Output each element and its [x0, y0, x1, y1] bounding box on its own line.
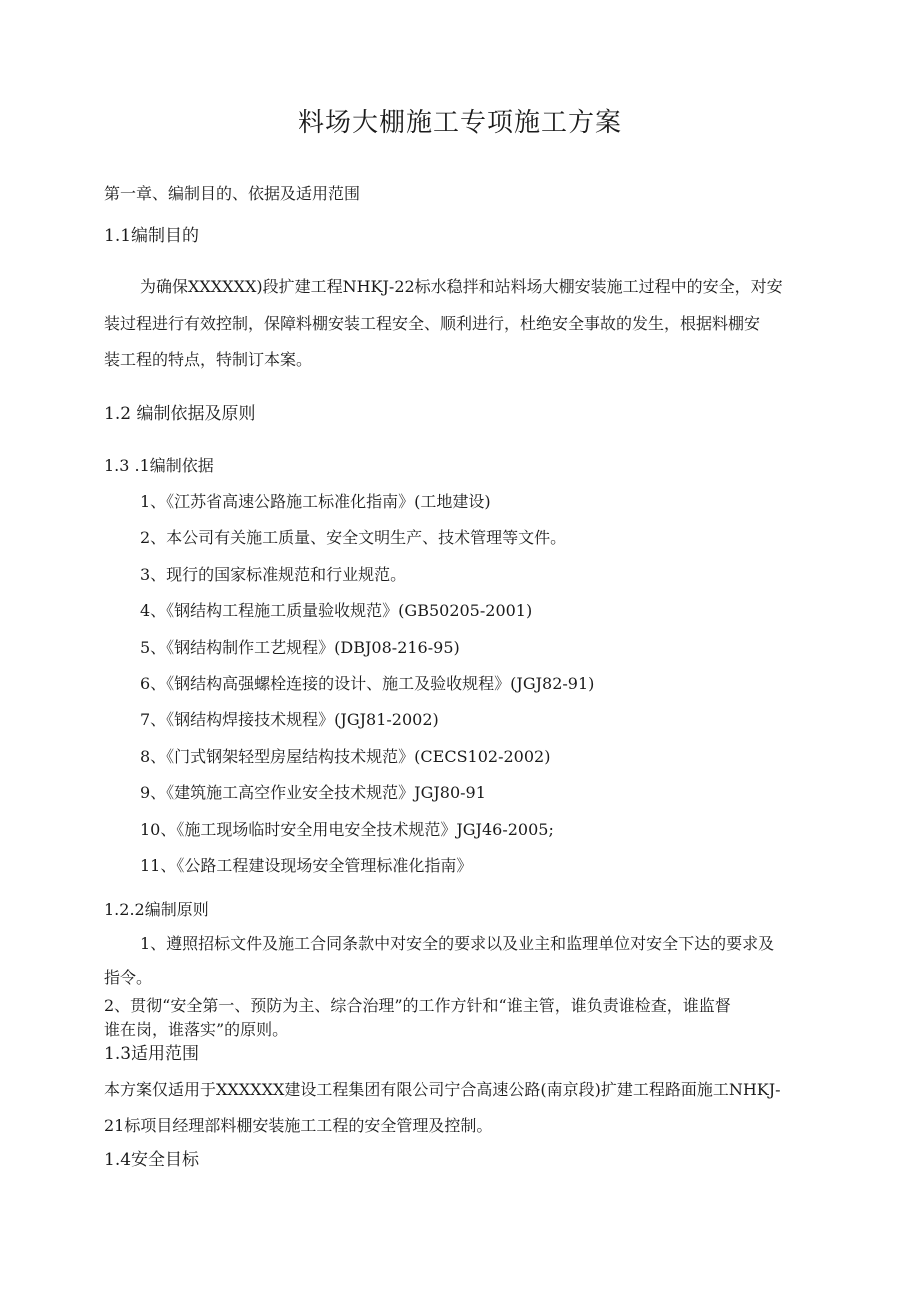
basis-item-5: 5、《钢结构制作工艺规程》(DBJ08-216-95) — [140, 638, 460, 657]
purpose-paragraph-line-3: 装工程的特点，特制订本案。 — [104, 350, 313, 369]
scope-line-2: 21标项目经理部料棚安装施工工程的安全管理及控制。 — [104, 1116, 493, 1135]
basis-item-6: 6、《钢结构高强螺栓连接的设计、施工及验收规程》(JGJ82-91) — [140, 674, 595, 693]
purpose-paragraph-line-2: 装过程进行有效控制，保障料棚安装工程安全、顺利进行，杜绝安全事故的发生，根据料棚安 — [104, 314, 761, 333]
document-title: 料场大棚施工专项施工方案 — [297, 108, 622, 138]
basis-item-1: 1、《江苏省高速公路施工标准化指南》(工地建设) — [140, 492, 491, 511]
section-heading-1-2: 1.2 编制依据及原则 — [104, 404, 256, 424]
basis-item-4: 4、《钢结构工程施工质量验收规范》(GB50205-2001) — [140, 601, 533, 620]
section-heading-principles: 1.2.2编制原则 — [104, 900, 209, 919]
basis-item-7: 7、《钢结构焊接技术规程》(JGJ81-2002) — [140, 710, 439, 729]
basis-item-3: 3、现行的国家标准规范和行业规范。 — [140, 565, 407, 584]
section-heading-1-1: 1.1编制目的 — [104, 226, 200, 246]
basis-item-10: 10、《施工现场临时安全用电安全技术规范》JGJ46-2005; — [140, 820, 554, 839]
section-heading-basis: 1.3 .1编制依据 — [104, 456, 214, 475]
principle-line-3: 2、贯彻“安全第一、预防为主、综合治理”的工作方针和“谁主管，谁负责谁检查，谁监督 — [104, 996, 731, 1015]
section-heading-1-3: 1.3适用范围 — [104, 1044, 200, 1064]
basis-item-9: 9、《建筑施工高空作业安全技术规范》JGJ80-91 — [140, 783, 486, 802]
basis-item-2: 2、本公司有关施工质量、安全文明生产、技术管理等文件。 — [140, 528, 567, 547]
principle-line-4: 谁在岗，谁落实”的原则。 — [104, 1020, 289, 1039]
principle-line-1: 1、遵照招标文件及施工合同条款中对安全的要求以及业主和监理单位对安全下达的要求及 — [140, 934, 775, 953]
basis-item-8: 8、《门式钢架轻型房屋结构技术规范》(CECS102-2002) — [140, 747, 551, 766]
basis-item-11: 11、《公路工程建设现场安全管理标准化指南》 — [140, 856, 473, 875]
scope-line-1: 本方案仅适用于XXXXXX建设工程集团有限公司宁合高速公路(南京段)扩建工程路面施工NHKJ- — [104, 1080, 781, 1099]
principle-line-2: 指令。 — [104, 968, 153, 987]
chapter-heading: 第一章、编制目的、依据及适用范围 — [104, 184, 361, 203]
purpose-paragraph-line-1: 为确保XXXXXX)段扩建工程NHKJ-22标水稳拌和站料场大棚安装施工过程中的安全，对安 — [140, 277, 783, 296]
section-heading-1-4: 1.4安全目标 — [104, 1150, 200, 1170]
